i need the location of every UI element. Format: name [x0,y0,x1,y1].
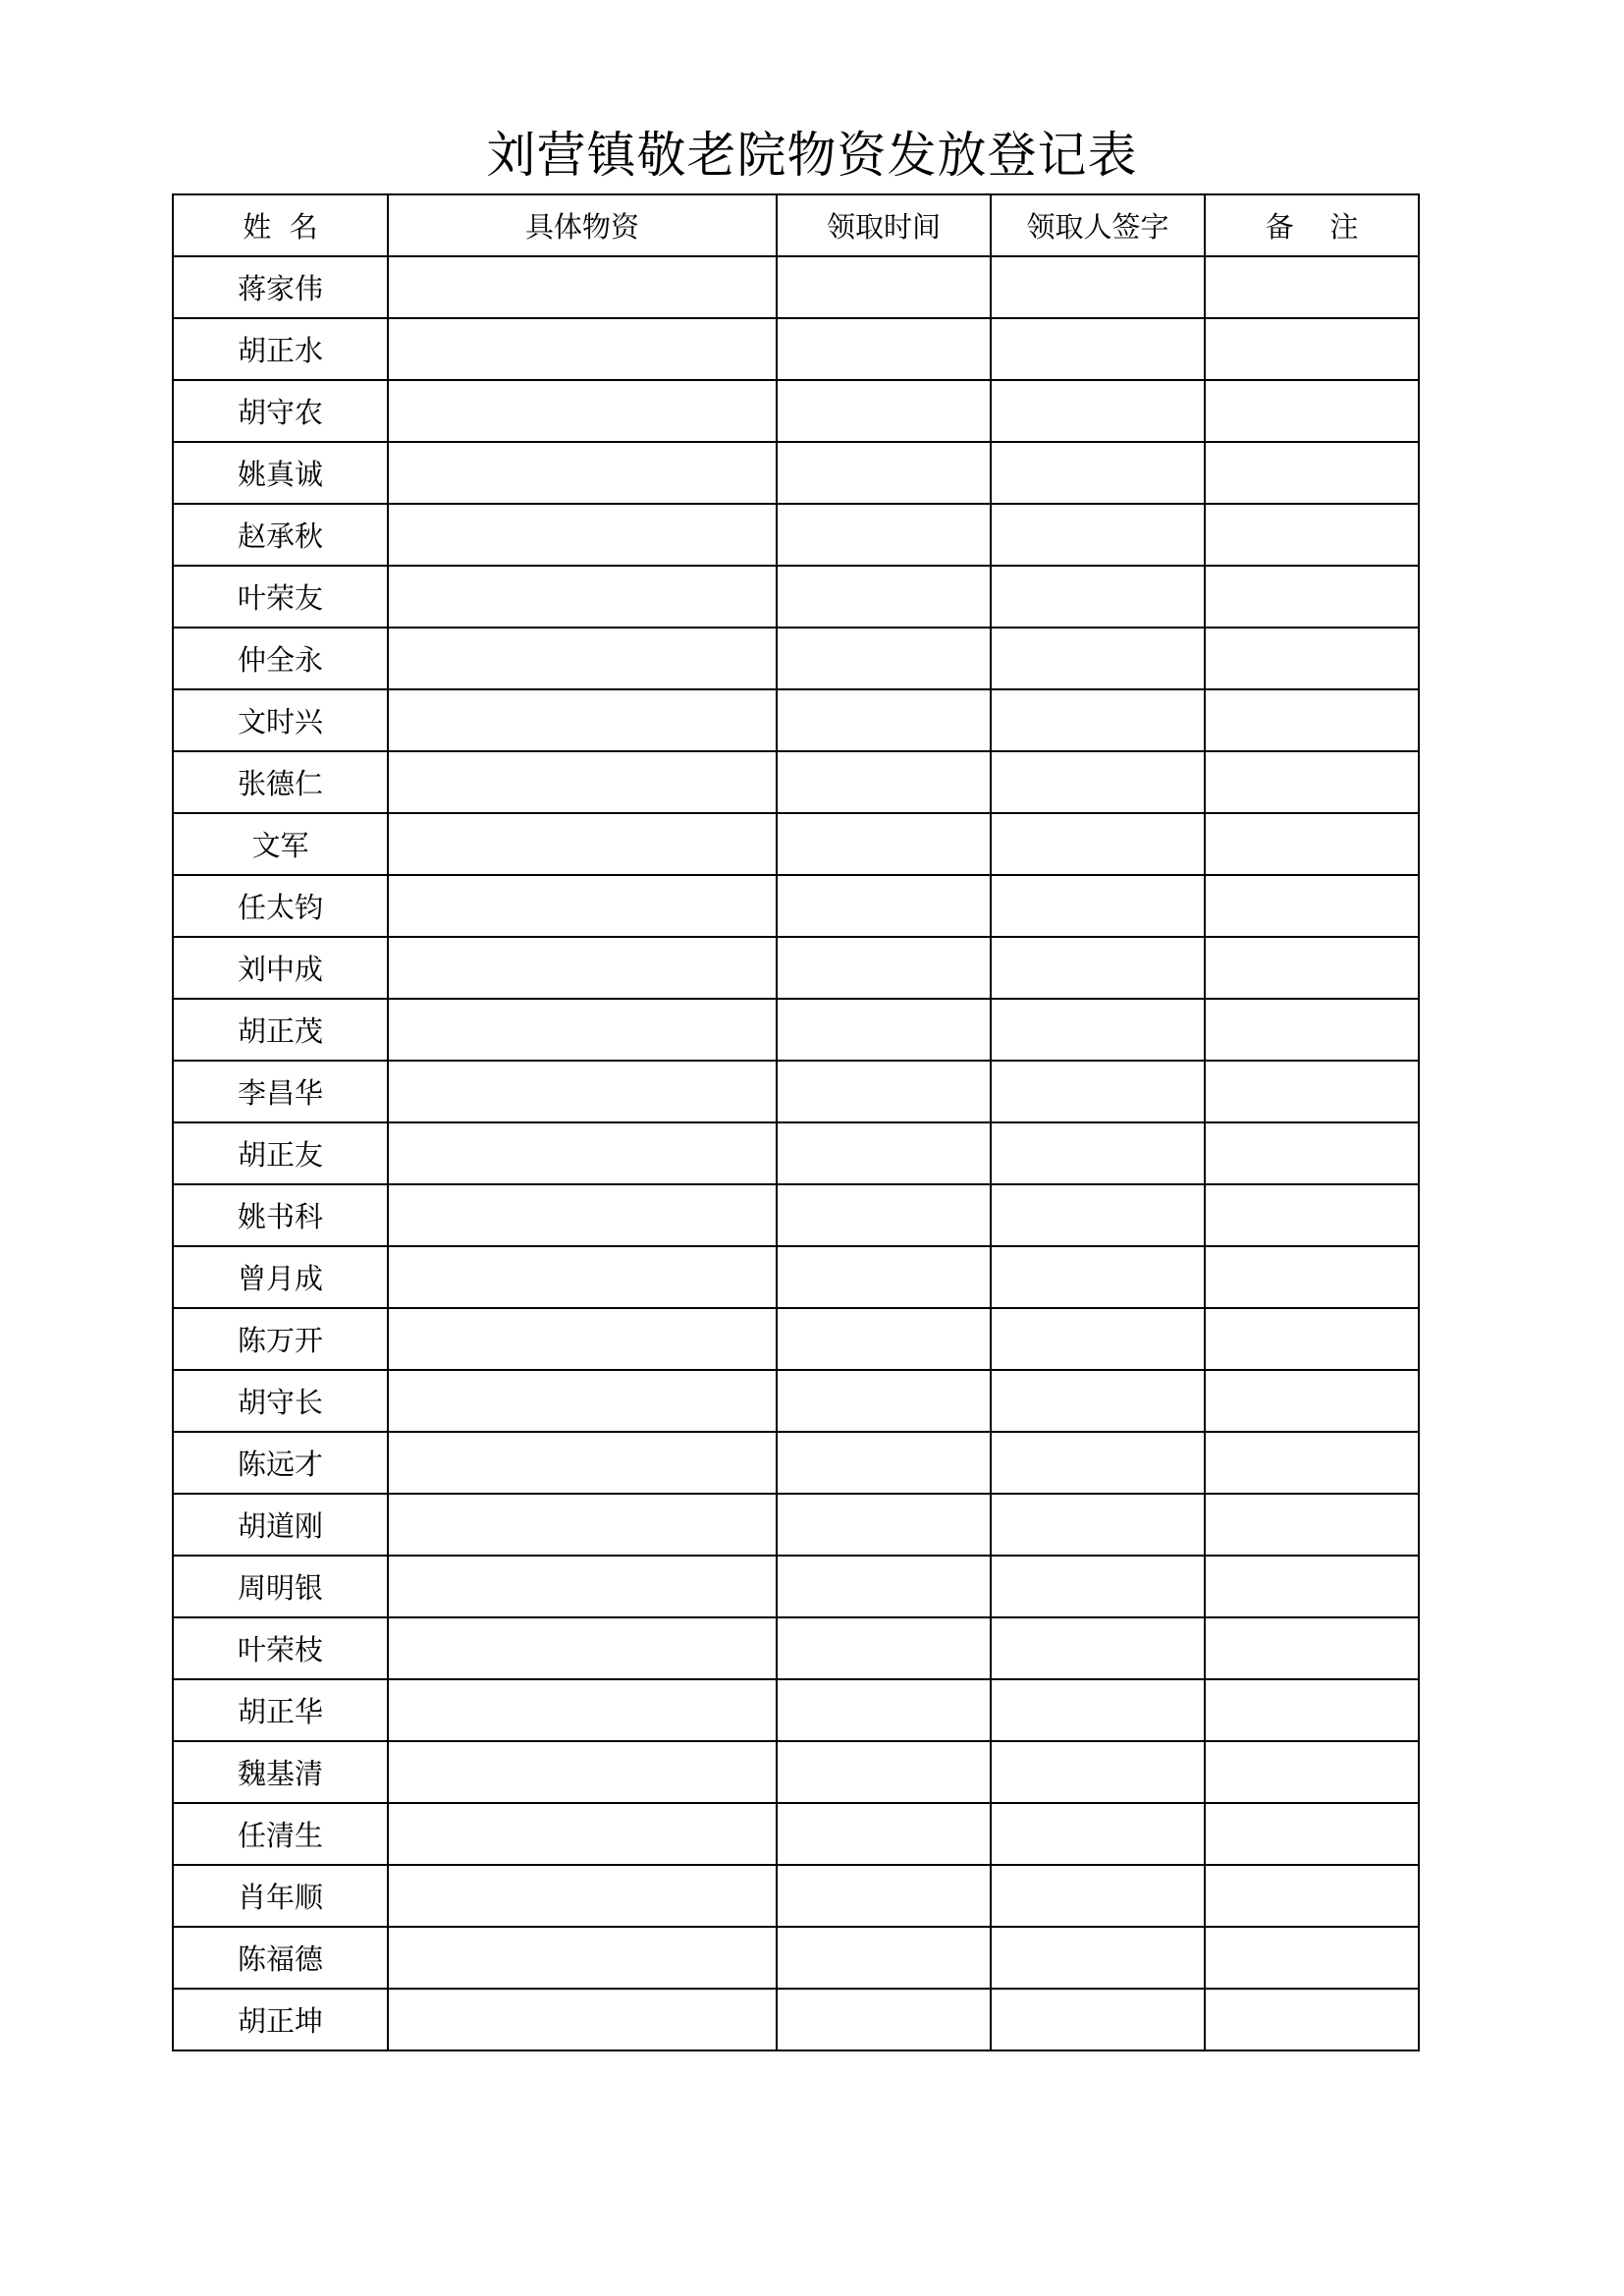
cell-items [388,318,777,380]
cell-name: 文军 [173,813,388,875]
cell-name: 胡正友 [173,1122,388,1184]
cell-notes [1205,1184,1419,1246]
cell-items [388,442,777,504]
table-row [173,1617,1419,1679]
cell-time [777,442,991,504]
cell-signature [991,1679,1205,1741]
cell-time [777,1741,991,1803]
header-items: 具体物资 [388,194,777,256]
cell-signature [991,1989,1205,2050]
cell-time [777,1184,991,1246]
cell-time [777,566,991,628]
table-row [173,937,1419,999]
cell-items [388,1246,777,1308]
cell-name: 曾月成 [173,1246,388,1308]
table-row [173,1556,1419,1617]
cell-signature [991,875,1205,937]
table-row [173,689,1419,751]
table-row [173,1061,1419,1122]
cell-items [388,1679,777,1741]
cell-signature [991,1865,1205,1927]
table-row [173,751,1419,813]
table-body [173,256,1419,2050]
cell-time [777,937,991,999]
cell-signature [991,566,1205,628]
cell-time [777,1246,991,1308]
cell-signature [991,380,1205,442]
table-row [173,1122,1419,1184]
table-row [173,442,1419,504]
cell-notes [1205,1556,1419,1617]
cell-notes [1205,1432,1419,1494]
cell-items [388,937,777,999]
cell-name: 仲全永 [173,628,388,689]
document-title: 刘营镇敬老院物资发放登记表 [486,127,1138,184]
cell-signature [991,751,1205,813]
table-row [173,875,1419,937]
cell-items [388,256,777,318]
cell-items [388,566,777,628]
table-row [173,1370,1419,1432]
cell-notes [1205,1308,1419,1370]
table-row [173,813,1419,875]
cell-name: 周明银 [173,1556,388,1617]
cell-name: 叶荣友 [173,566,388,628]
table-row [173,1679,1419,1741]
cell-items [388,875,777,937]
table-row [173,380,1419,442]
cell-notes [1205,504,1419,566]
cell-notes [1205,1679,1419,1741]
cell-time [777,751,991,813]
cell-items [388,999,777,1061]
cell-notes [1205,1617,1419,1679]
cell-items [388,751,777,813]
cell-items [388,1308,777,1370]
table-row [173,628,1419,689]
cell-name: 胡正华 [173,1679,388,1741]
cell-time [777,875,991,937]
cell-name: 张德仁 [173,751,388,813]
cell-signature [991,1927,1205,1989]
cell-signature [991,442,1205,504]
cell-items [388,689,777,751]
cell-notes [1205,628,1419,689]
cell-name: 姚真诚 [173,442,388,504]
cell-notes [1205,751,1419,813]
cell-name: 陈万开 [173,1308,388,1370]
cell-time [777,1370,991,1432]
cell-signature [991,813,1205,875]
cell-time [777,1122,991,1184]
table-row [173,566,1419,628]
cell-signature [991,1741,1205,1803]
cell-items [388,813,777,875]
cell-notes [1205,1865,1419,1927]
table-row [173,1246,1419,1308]
cell-time [777,256,991,318]
cell-items [388,1061,777,1122]
cell-time [777,1617,991,1679]
cell-notes [1205,380,1419,442]
cell-signature [991,1432,1205,1494]
header-name: 姓 名 [173,194,388,256]
cell-name: 陈福德 [173,1927,388,1989]
cell-time [777,999,991,1061]
cell-notes [1205,1061,1419,1122]
cell-notes [1205,689,1419,751]
cell-notes [1205,813,1419,875]
cell-items [388,504,777,566]
cell-time [777,504,991,566]
cell-signature [991,1122,1205,1184]
table-row [173,1989,1419,2050]
cell-signature [991,628,1205,689]
cell-signature [991,1556,1205,1617]
cell-signature [991,1617,1205,1679]
cell-items [388,1494,777,1556]
cell-notes [1205,1927,1419,1989]
cell-name: 胡守长 [173,1370,388,1432]
cell-name: 蒋家伟 [173,256,388,318]
cell-name: 任太钧 [173,875,388,937]
cell-signature [991,1061,1205,1122]
cell-notes [1205,566,1419,628]
cell-time [777,1865,991,1927]
cell-name: 刘中成 [173,937,388,999]
cell-notes [1205,1122,1419,1184]
cell-time [777,1061,991,1122]
cell-items [388,1865,777,1927]
cell-time [777,380,991,442]
cell-notes [1205,1370,1419,1432]
cell-name: 文时兴 [173,689,388,751]
cell-signature [991,1370,1205,1432]
cell-items [388,1184,777,1246]
table-row [173,256,1419,318]
cell-name: 胡正坤 [173,1989,388,2050]
cell-name: 肖年顺 [173,1865,388,1927]
cell-notes [1205,318,1419,380]
cell-items [388,1122,777,1184]
header-notes: 备 注 [1205,194,1419,256]
cell-name: 姚书科 [173,1184,388,1246]
cell-name: 魏基清 [173,1741,388,1803]
cell-items [388,1803,777,1865]
cell-name: 陈远才 [173,1432,388,1494]
table-row [173,999,1419,1061]
cell-time [777,1432,991,1494]
header-time: 领取时间 [777,194,991,256]
cell-name: 胡正水 [173,318,388,380]
cell-signature [991,999,1205,1061]
cell-items [388,1741,777,1803]
table-row [173,1432,1419,1494]
table-row [173,1803,1419,1865]
cell-time [777,1679,991,1741]
cell-notes [1205,1741,1419,1803]
table-row [173,504,1419,566]
cell-notes [1205,1246,1419,1308]
cell-items [388,1432,777,1494]
cell-notes [1205,442,1419,504]
cell-notes [1205,1989,1419,2050]
cell-items [388,1617,777,1679]
cell-time [777,318,991,380]
cell-notes [1205,999,1419,1061]
cell-time [777,1803,991,1865]
cell-notes [1205,1494,1419,1556]
cell-items [388,1370,777,1432]
table-row [173,1184,1419,1246]
cell-name: 叶荣枝 [173,1617,388,1679]
header-signature: 领取人签字 [991,194,1205,256]
cell-name: 任清生 [173,1803,388,1865]
cell-time [777,813,991,875]
table-header [173,194,1419,256]
cell-items [388,628,777,689]
cell-time [777,1556,991,1617]
table-row [173,1494,1419,1556]
cell-time [777,1927,991,1989]
cell-name: 李昌华 [173,1061,388,1122]
cell-signature [991,1184,1205,1246]
cell-time [777,689,991,751]
cell-time [777,1989,991,2050]
cell-signature [991,504,1205,566]
cell-signature [991,256,1205,318]
cell-name: 胡正茂 [173,999,388,1061]
cell-signature [991,1308,1205,1370]
cell-time [777,628,991,689]
cell-signature [991,318,1205,380]
table-row [173,1741,1419,1803]
cell-time [777,1308,991,1370]
cell-signature [991,689,1205,751]
cell-notes [1205,1803,1419,1865]
cell-notes [1205,875,1419,937]
cell-notes [1205,937,1419,999]
table-row [173,1308,1419,1370]
cell-signature [991,937,1205,999]
cell-signature [991,1246,1205,1308]
cell-items [388,1927,777,1989]
cell-items [388,1556,777,1617]
cell-notes [1205,256,1419,318]
cell-name: 胡道刚 [173,1494,388,1556]
cell-name: 胡守农 [173,380,388,442]
cell-signature [991,1803,1205,1865]
table-row [173,1865,1419,1927]
cell-time [777,1494,991,1556]
cell-signature [991,1494,1205,1556]
table-row [173,318,1419,380]
distribution-register-table [172,193,1420,2051]
cell-items [388,380,777,442]
cell-name: 赵承秋 [173,504,388,566]
cell-items [388,1989,777,2050]
table-row [173,1927,1419,1989]
header-row [173,194,1419,256]
